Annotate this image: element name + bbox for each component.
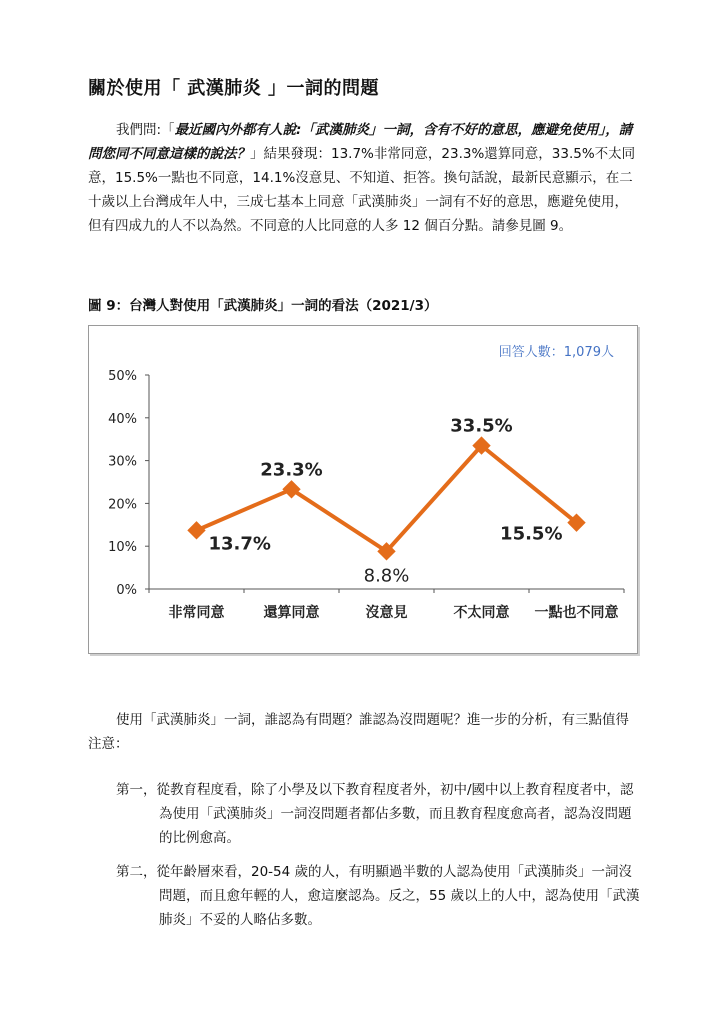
- x-tick-label: 一點也不同意: [534, 605, 619, 621]
- para-lead: 我們問:「: [116, 122, 175, 138]
- data-point: [187, 521, 205, 539]
- y-tick-label: 40%: [108, 411, 137, 427]
- paragraph-intro: [88, 118, 640, 238]
- x-tick-label: 還算同意: [263, 605, 320, 621]
- paragraph-analysis-intro: 使用「武漢肺炎」一詞，誰認為有問題？誰認為沒問題呢？進一步的分析，有三點值得注意：: [88, 712, 629, 752]
- data-label: 15.5%: [500, 523, 563, 545]
- data-label: 13.7%: [208, 533, 271, 555]
- data-label: 8.8%: [363, 565, 410, 587]
- data-label: 23.3%: [260, 459, 323, 481]
- y-tick-label: 50%: [108, 369, 137, 384]
- y-tick-label: 10%: [108, 540, 137, 556]
- y-tick-label: 0%: [116, 583, 137, 598]
- x-tick-label: 非常同意: [168, 605, 225, 621]
- figure-caption: 圖 9：台灣人對使用「武漢肺炎」一詞的看法（2021/3）: [88, 298, 438, 314]
- point-education: 第一，從教育程度看，除了小學及以下教育程度者外，初中/國中以上教育程度者中，認為使用「武漢肺炎」一詞沒問題者都佔多數，而且教育程度愈高者，認為沒問題的比例愈高。: [116, 782, 634, 846]
- chart-frame: [88, 325, 638, 654]
- y-tick-label: 30%: [108, 454, 137, 470]
- survey-question: 最近國內外都有人說:「武漢肺炎」一詞，含有不好的意思，應避免使用」，請問您同不同意這樣的說法？: [88, 122, 633, 162]
- respondent-count-note: 回答人數：1,079人: [498, 345, 614, 360]
- x-tick-label: 不太同意: [453, 605, 510, 621]
- data-label: 33.5%: [450, 415, 513, 437]
- section-title: 關於使用「 武漢肺炎 」一詞的問題: [88, 78, 380, 99]
- y-tick-label: 20%: [108, 497, 137, 513]
- point-age: 第二，從年齡層來看，20-54 歲的人，有明顯過半數的人認為使用「武漢肺炎」一詞沒問題，而且愈年輕的人，愈這麼認為。反之，55 歲以上的人中，認為使用「武漢肺炎」不妥的人略佔多數。: [116, 864, 640, 928]
- para-results: 」結果發現：13.7%非常同意，23.3%還算同意，33.5%不太同意，15.5%一點也不同意，14.1%沒意見、不知道、拒答。換句話說，最新民意顯示，在二十歲以上台灣成年人中，三成七基本上同意「武漢肺炎」一詞有不好的意思，應避免使用，但有四成九的人不以為然。不同意的人比同意的人多 12 個百分點。請參見圖 9。: [88, 146, 636, 234]
- line-chart: [89, 326, 637, 653]
- x-tick-label: 沒意見: [365, 605, 408, 621]
